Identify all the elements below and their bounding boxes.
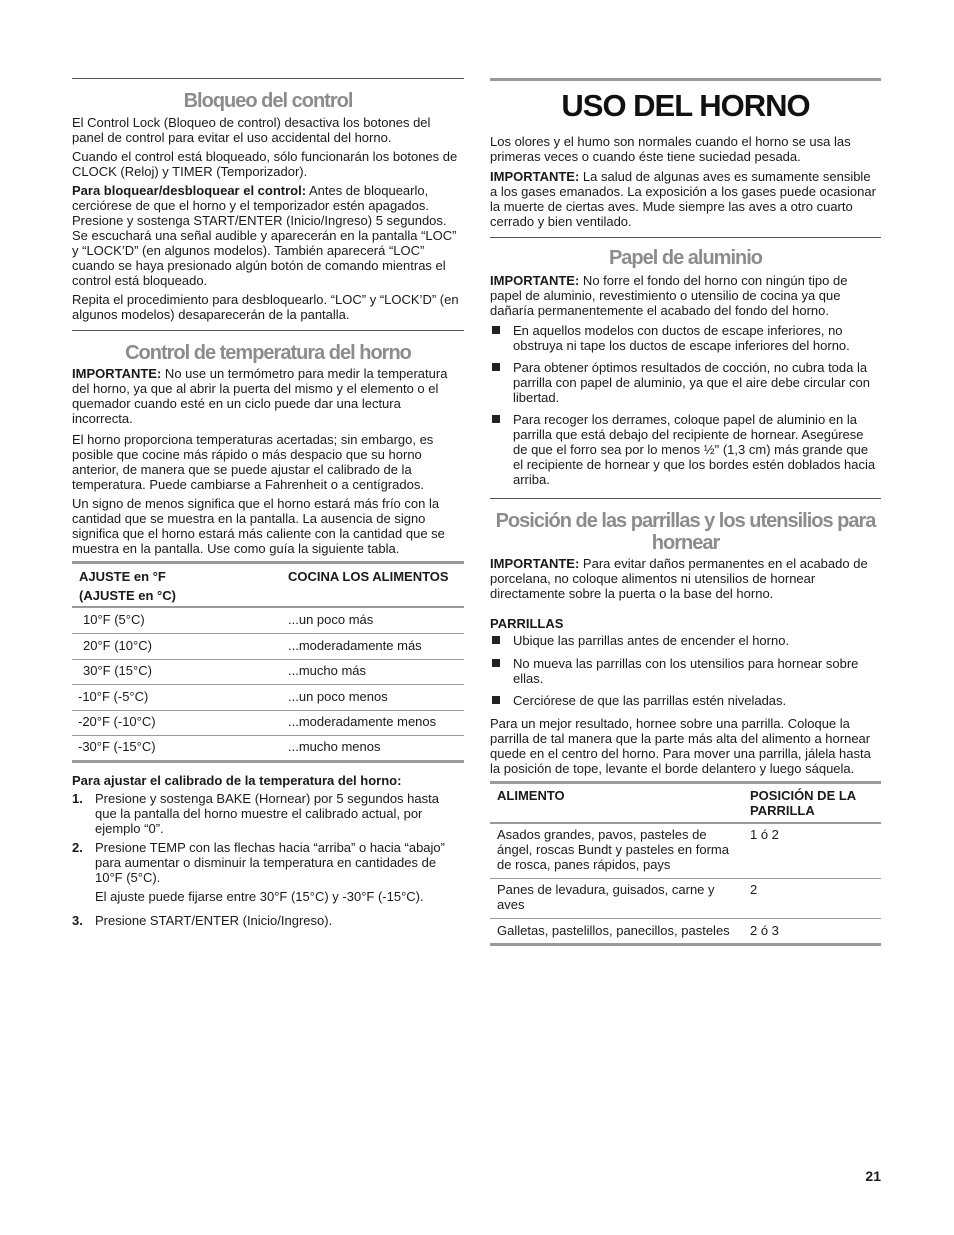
step-number: 2. xyxy=(72,840,83,855)
row-setting: 10°F (5°C) xyxy=(83,612,145,627)
foil-bullet xyxy=(490,323,881,353)
racks-heading: Posición de las parrillas y los utensilios para hornear xyxy=(495,510,876,554)
row-food: Galletas, pastelillos, panecillos, pasteles xyxy=(497,923,730,938)
rack-position-table xyxy=(490,781,881,946)
header-adjust-f: AJUSTE en °F xyxy=(79,569,166,584)
table-header-row xyxy=(72,564,464,608)
header-cooking: COCINA LOS ALIMENTOS xyxy=(288,569,449,584)
lock-p3-bold: Para bloquear/desbloquear el control: xyxy=(72,183,307,198)
temp-heading: Control de temperatura del horno xyxy=(125,342,411,364)
row-food: Asados grandes, pavos, pasteles de ángel, roscas Bundt y pasteles en forma de rosca, panes rápidos, pays xyxy=(497,827,729,872)
row-result: ...mucho más xyxy=(288,663,367,678)
bullet-text: Para recoger los derrames, coloque papel de aluminio en la parrilla que está debajo del recipiente de hornear. Asegúrese de que el forro sea por lo menos ½" (1,3 cm) más grande que el recipiente de hornear y que los bordes estén doblados hacia arriba. xyxy=(513,412,876,487)
step-text: Presione TEMP con las flechas hacia “arriba” o hacia “abajo” para aumentar o disminuir la temperatura en cantidades de 10°F (5°C). xyxy=(95,840,445,885)
temp-paragraph-3: Un signo de menos significa que el horno estará más frío con la cantidad que se muestra en la pantalla. La ausencia de signo significa que el horno estará más caliente con la cantidad que se muestra en la pantalla. Use como guía la siguiente tabla. xyxy=(72,496,445,556)
bullet-square-icon xyxy=(492,696,500,704)
step-item xyxy=(72,913,464,928)
step-text: Presione START/ENTER (Inicio/Ingreso). xyxy=(95,913,333,928)
lock-paragraph-4: Repita el procedimiento para desbloquearlo. “LOC” y “LOCK’D” (en algunos modelos) desaparecerán de la pantalla. xyxy=(72,292,459,322)
row-position: 2 xyxy=(750,882,758,897)
row-setting: -30°F (-15°C) xyxy=(78,739,156,754)
intro-paragraph: Los olores y el humo son normales cuando el horno se usa las primeras veces o cuando éste tiene suciedad pesada. xyxy=(490,134,851,164)
table-row xyxy=(72,736,464,763)
bullet-text: No mueva las parrillas con los utensilios para hornear sobre ellas. xyxy=(513,656,859,686)
row-result: ...mucho menos xyxy=(288,739,381,754)
section-divider xyxy=(490,237,881,238)
bullet-square-icon xyxy=(492,636,500,644)
header-rack-position: POSICIÓN DE LA PARRILLA xyxy=(750,788,856,818)
bullet-square-icon xyxy=(492,363,500,371)
step-text: El ajuste puede fijarse entre 30°F (15°C) y -30°F (-15°C). xyxy=(95,889,424,904)
section-divider xyxy=(72,330,464,331)
foil-bullet xyxy=(490,412,881,487)
temp-paragraph-2: El horno proporciona temperaturas acertadas; sin embargo, es posible que cocine más rápido o más despacio que su horno anterior, de manera que se puede ajustar el calibrado de la temperatura. Puede cambiarse a Fahrenheit o a centígrados. xyxy=(72,432,434,492)
bullet-text: Cerciórese de que las parrillas estén niveladas. xyxy=(513,693,787,708)
birds-bold: IMPORTANTE: xyxy=(490,169,580,184)
step-text: Presione y sostenga BAKE (Hornear) por 5 segundos hasta que la pantalla del horno muestre el calibrado actual, por ejemplo “0”. xyxy=(95,791,439,836)
row-result: ...un poco menos xyxy=(288,689,388,704)
adjust-title: Para ajustar el calibrado de la temperatura del horno: xyxy=(72,773,402,788)
row-result: ...moderadamente menos xyxy=(288,714,437,729)
racks-paragraph xyxy=(490,556,881,601)
table-row xyxy=(490,879,881,919)
foil-heading: Papel de aluminio xyxy=(608,247,763,269)
row-setting: 20°F (10°C) xyxy=(83,638,152,653)
row-setting: -10°F (-5°C) xyxy=(78,689,149,704)
page-title: USO DEL HORNO xyxy=(561,88,810,123)
temp-paragraph-1 xyxy=(72,366,464,426)
row-setting: -20°F (-10°C) xyxy=(78,714,156,729)
bullet-text: En aquellos modelos con ductos de escape inferiores, no obstruya ni tape los ductos de escape inferiores del horno. xyxy=(513,323,850,353)
step-number: 3. xyxy=(72,913,83,928)
table-row xyxy=(490,824,881,879)
racks-subheading: PARRILLAS xyxy=(490,616,564,631)
bullet-square-icon xyxy=(492,326,500,334)
row-food: Panes de levadura, guisados, carne y aves xyxy=(497,882,715,912)
page-number: 21 xyxy=(865,1168,881,1184)
calibration-table xyxy=(72,561,464,761)
bullet-square-icon xyxy=(492,659,500,667)
racks-bold: IMPORTANTE: xyxy=(490,556,580,571)
row-result: ...moderadamente más xyxy=(288,638,422,653)
header-adjust-c: (AJUSTE en °C) xyxy=(79,588,176,603)
table-row xyxy=(490,919,881,946)
foil-paragraph xyxy=(490,273,881,318)
row-setting: 30°F (15°C) xyxy=(83,663,152,678)
header-food: ALIMENTO xyxy=(497,788,565,803)
racks-paragraph-2: Para un mejor resultado, hornee sobre una parrilla. Coloque la parrilla de tal manera que la parte más alta del alimento a hornear quede en el centro del horno. Para mover una parrilla, jálela hasta la posición de tope, levante el borde delantero y luego sáquela. xyxy=(490,716,871,776)
birds-warning xyxy=(490,169,881,229)
step-number: 1. xyxy=(72,791,83,806)
lock-paragraph-2: Cuando el control está bloqueado, sólo funcionarán los botones de CLOCK (Reloj) y TIMER (Temporizador). xyxy=(72,149,458,179)
step-item xyxy=(72,889,464,904)
foil-text: No forre el fondo del horno con ningún tipo de papel de aluminio, revestimiento o utensilio de cocina ya que dañaría permanentemente el acabado del fondo del horno. xyxy=(490,273,848,318)
table-row xyxy=(72,685,464,711)
rack-bullet xyxy=(490,693,881,708)
table-header-row xyxy=(490,784,881,824)
row-position: 1 ó 2 xyxy=(750,827,779,842)
table-row xyxy=(72,634,464,660)
racks-text: Para evitar daños permanentes en el acabado de porcelana, no coloque alimentos ni utensilios de hornear directamente sobre la puerta o la base del horno. xyxy=(490,556,868,601)
lock-p3-text: Antes de bloquearlo, cerciórese de que el horno y el temporizador estén apagados. Presione y sostenga START/ENTER (Inicio/Ingreso) 5 segundos. Se escuchará una señal audible y aparecerán en la pantalla “LOC” y “LOCK’D” (en algunos modelos). También aparecerá “LOC” cuando se haya presionado algún botón de comando mientras el control está bloqueado. xyxy=(72,183,457,288)
rack-bullet xyxy=(490,656,881,686)
birds-text: La salud de algunas aves es sumamente sensible a los gases emanados. La exposición a los gases puede ocasionar la muerte de ciertas aves. Mude siempre las aves a otro cuarto cerrado y bien ventilado. xyxy=(490,169,876,229)
step-item xyxy=(72,791,464,836)
title-rule xyxy=(490,78,881,81)
row-position: 2 ó 3 xyxy=(750,923,779,938)
lock-paragraph-1: El Control Lock (Bloqueo de control) desactiva los botones del panel de control para evitar el uso accidental del horno. xyxy=(72,115,431,145)
section-divider xyxy=(72,78,464,79)
rack-bullet xyxy=(490,633,881,648)
section-divider xyxy=(490,498,881,499)
foil-bold: IMPORTANTE: xyxy=(490,273,580,288)
bullet-text: Ubique las parrillas antes de encender el horno. xyxy=(513,633,790,648)
table-row xyxy=(72,608,464,634)
bullet-text: Para obtener óptimos resultados de cocción, no cubra toda la parrilla con papel de aluminio, ya que el aire debe circular con libertad. xyxy=(513,360,870,405)
temp-p1-text: No use un termómetro para medir la temperatura del horno, ya que al abrir la puerta del mismo y el elemento o el quemador cuando esté en un ciclo puede dar una lectura incorrecta. xyxy=(72,366,448,426)
lock-heading: Bloqueo del control xyxy=(183,90,353,112)
bullet-square-icon xyxy=(492,415,500,423)
table-row xyxy=(72,711,464,736)
step-item xyxy=(72,840,464,885)
table-row xyxy=(72,660,464,685)
temp-p1-bold: IMPORTANTE: xyxy=(72,366,162,381)
foil-bullet xyxy=(490,360,881,405)
row-result: ...un poco más xyxy=(288,612,374,627)
lock-paragraph-3 xyxy=(72,183,464,288)
